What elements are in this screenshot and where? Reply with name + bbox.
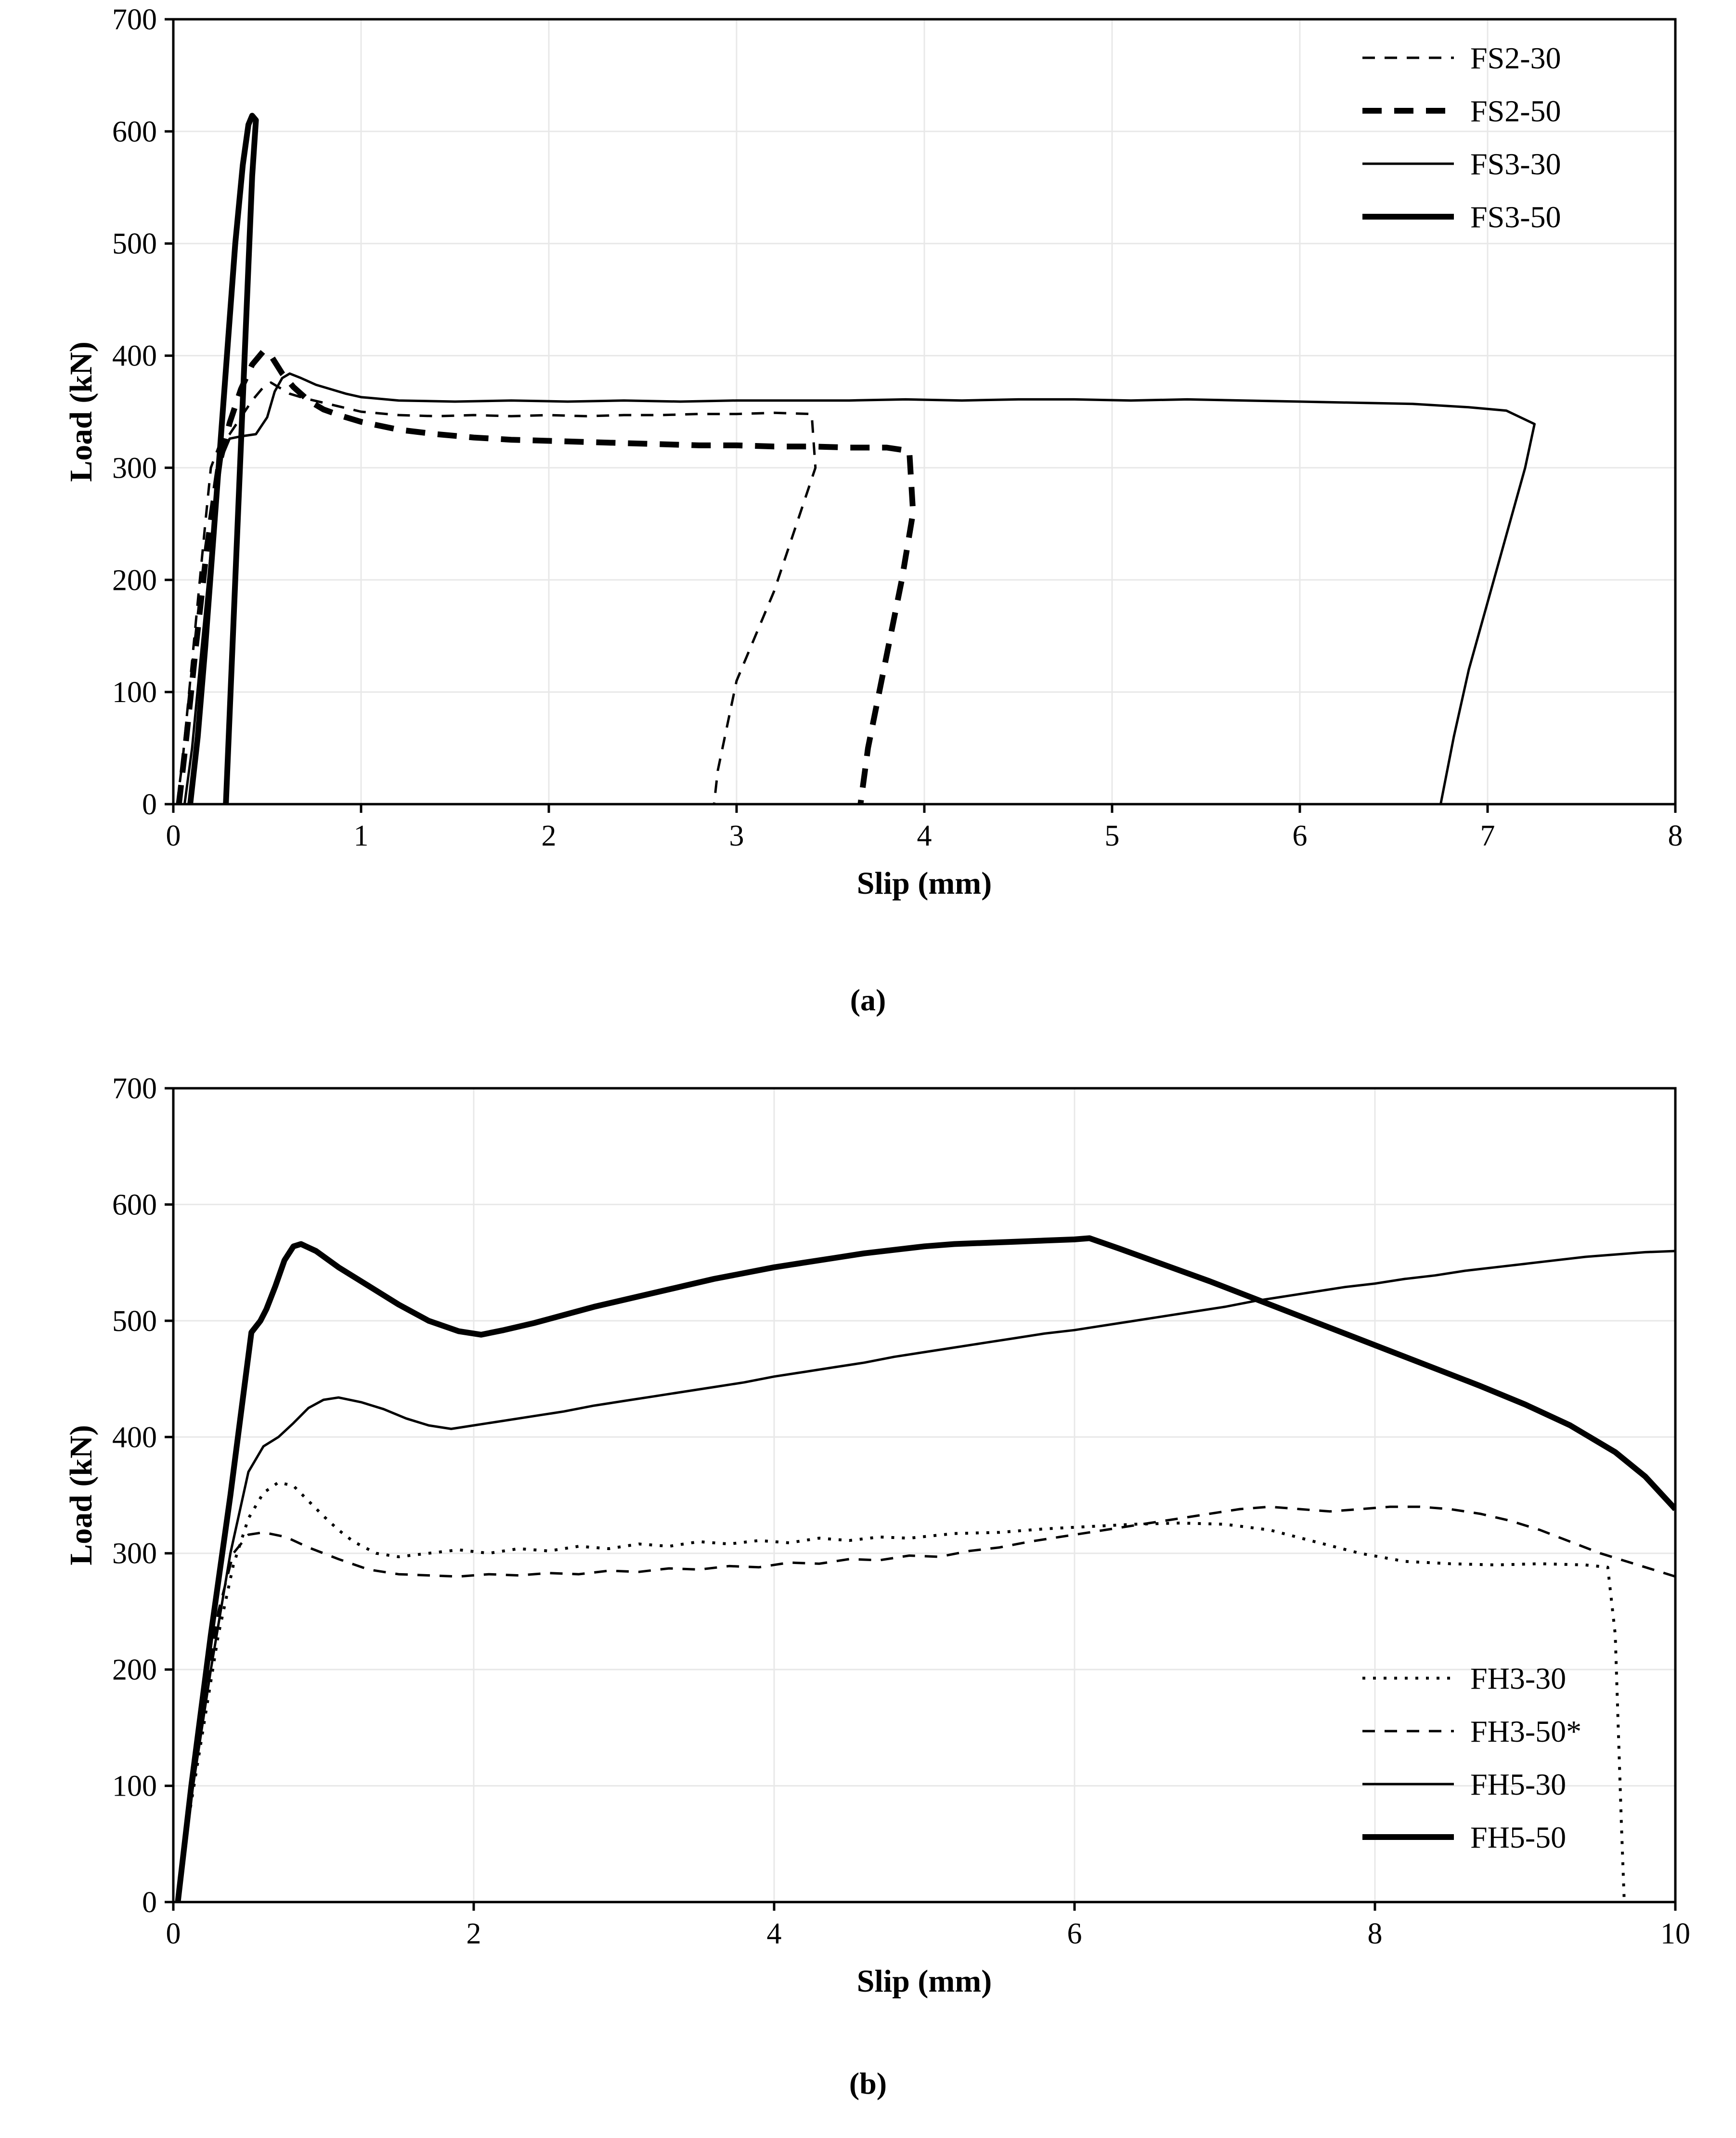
series-group xyxy=(178,1238,1675,1902)
y-tick-label: 400 xyxy=(112,339,157,373)
gridlines xyxy=(173,1088,1675,1902)
caption-a: (a) xyxy=(850,983,886,1017)
x-tick-label: 2 xyxy=(541,820,557,852)
series-line-fs2-50 xyxy=(179,351,913,804)
legend-label: FH3-50* xyxy=(1470,1714,1582,1748)
legend-label: FS3-50 xyxy=(1470,200,1561,234)
legend xyxy=(1362,41,1561,234)
y-tick-label: 200 xyxy=(112,564,157,597)
series-line-fh5-30 xyxy=(178,1251,1675,1902)
legend-label: FS3-30 xyxy=(1470,147,1561,181)
y-tick-label: 300 xyxy=(112,1537,157,1570)
y-axis-title: Load (kN) xyxy=(64,1425,99,1565)
chart-b-svg xyxy=(0,1069,1736,2027)
y-tick-label: 600 xyxy=(112,115,157,148)
legend-label: FH5-50 xyxy=(1470,1820,1567,1854)
y-tick-label: 100 xyxy=(112,1770,157,1803)
y-tick-label: 300 xyxy=(112,452,157,485)
x-tick-label: 6 xyxy=(1067,1917,1082,1950)
series-line-fs3-50 xyxy=(190,116,256,804)
y-tick-label: 700 xyxy=(112,3,157,36)
y-axis-title: Load (kN) xyxy=(64,341,99,482)
series-line-fh3-50 xyxy=(178,1507,1675,1902)
figure-panel-a xyxy=(0,0,1736,1050)
y-tick-label: 700 xyxy=(112,1072,157,1105)
y-tick-label: 500 xyxy=(112,1304,157,1338)
legend xyxy=(1362,1661,1581,1854)
x-tick-label: 4 xyxy=(917,820,932,852)
x-tick-label: 0 xyxy=(166,820,181,852)
figure-panel-b xyxy=(0,1069,1736,2138)
y-tick-label: 200 xyxy=(112,1654,157,1687)
legend-label: FH5-30 xyxy=(1470,1767,1567,1801)
series-group xyxy=(177,116,1535,804)
x-tick-label: 3 xyxy=(729,820,744,852)
x-tick-label: 4 xyxy=(766,1917,782,1950)
x-tick-label: 8 xyxy=(1668,820,1683,852)
chart-a-svg xyxy=(0,0,1736,944)
x-tick-label: 2 xyxy=(466,1917,481,1950)
chart-b-container xyxy=(0,1069,1736,2027)
y-tick-label: 100 xyxy=(112,676,157,709)
y-tick-label: 500 xyxy=(112,227,157,261)
x-tick-label: 5 xyxy=(1104,820,1120,852)
x-tick-label: 7 xyxy=(1480,820,1495,852)
series-line-fs3-30 xyxy=(184,374,1534,804)
series-line-fh5-50 xyxy=(178,1238,1675,1902)
x-tick-label: 8 xyxy=(1367,1917,1383,1950)
y-tick-label: 400 xyxy=(112,1421,157,1454)
x-tick-label: 1 xyxy=(353,820,369,852)
legend-label: FS2-50 xyxy=(1470,94,1561,128)
caption-b: (b) xyxy=(849,2066,887,2100)
x-tick-label: 10 xyxy=(1660,1917,1690,1950)
y-tick-label: 0 xyxy=(142,788,157,821)
x-tick-label: 0 xyxy=(166,1917,181,1950)
chart-a-container xyxy=(0,0,1736,944)
x-axis-title: Slip (mm) xyxy=(856,866,992,901)
plot-border xyxy=(173,1088,1675,1902)
y-tick-label: 0 xyxy=(142,1886,157,1919)
gridlines xyxy=(173,19,1675,804)
x-tick-label: 6 xyxy=(1292,820,1308,852)
series-line-fs2-30 xyxy=(177,383,816,805)
y-tick-label: 600 xyxy=(112,1188,157,1222)
legend-label: FH3-30 xyxy=(1470,1661,1567,1695)
x-axis-title: Slip (mm) xyxy=(856,1964,992,1999)
legend-label: FS2-30 xyxy=(1470,41,1561,75)
